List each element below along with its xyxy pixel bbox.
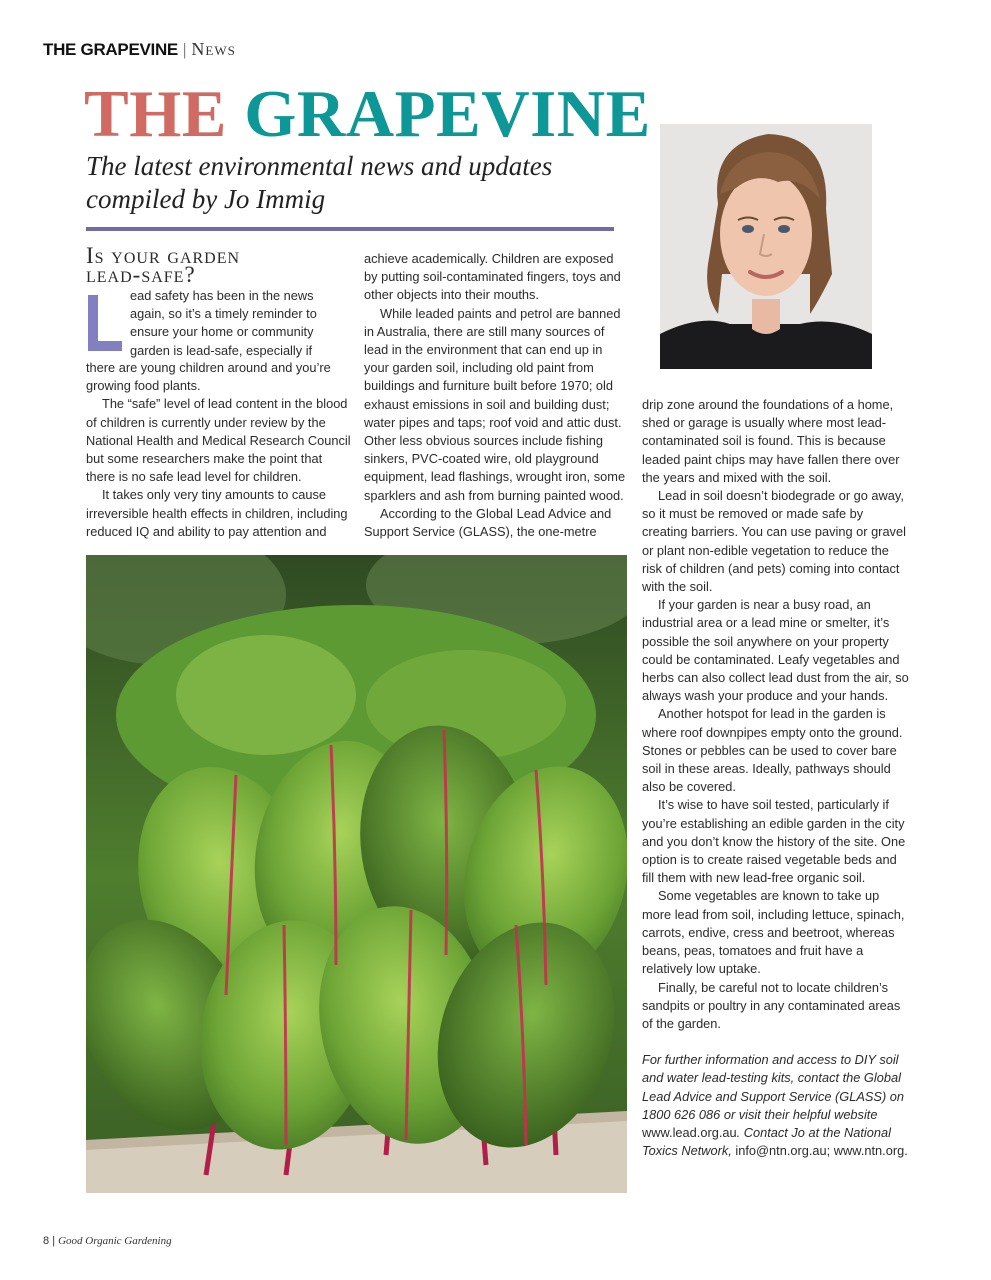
subtitle-line-2: compiled by Jo Immig bbox=[86, 184, 326, 214]
drop-cap bbox=[86, 293, 122, 355]
publication-name: Good Organic Gardening bbox=[58, 1235, 172, 1247]
article-paragraph: According to the Global Lead Advice and Support Service (GLASS), the one-metre bbox=[364, 505, 612, 540]
intro-line: ensure your home or community bbox=[130, 324, 314, 340]
article-paragraph: achieve academically. Children are exposed by putting soil-contaminated fingers, toys and other objects into their mouths. bbox=[364, 251, 621, 303]
article-title-line-2: lead-safe? bbox=[86, 262, 196, 287]
article-title bbox=[86, 243, 326, 287]
article-paragraph: Some vegetables are known to take up more lead from soil, including lettuce, spinach, carrots, endive, cress and beetroot, whereas beans, peas, tomatoes and fruit have a relatively low uptake. bbox=[642, 888, 905, 977]
drop-cap-letter bbox=[122, 293, 123, 294]
subtitle-line-1: The latest environmental news and updates bbox=[86, 151, 553, 181]
masthead-subtitle bbox=[86, 150, 626, 216]
article-paragraph: It takes only very tiny amounts to cause irreversible health effects in children, including reduced IQ and ability to pay attention and bbox=[86, 487, 348, 539]
intro-line: again, so it’s a timely reminder to bbox=[130, 306, 317, 322]
further-info-text: ; bbox=[826, 1143, 834, 1159]
intro-line: ead safety has been in the news bbox=[130, 288, 314, 303]
chard-garden-photo bbox=[86, 555, 627, 1193]
article-paragraph: While leaded paints and petrol are banned in Australia, there are still many sources of lead in the environment that can end up in your garden soil, including old paint from buildings and furniture built before 1970; old exhaust emissions in soil and building dust; water pipes and taps; roof void and attic dust. Other less obvious sources include fishing sinkers, PVC-coated wire, old playground equipment, lead flashings, wrought iron, some sparklers and ash from burning painted wood. bbox=[364, 305, 626, 503]
intro-line: garden is lead-safe, especially if bbox=[130, 342, 313, 358]
page-number: 8 bbox=[43, 1235, 50, 1247]
further-info-text: For further information and access to DIY soil and water lead-testing kits, contact the Global Lead Advice and Support Service (GLASS) on 1800 626 086 or visit their helpful website bbox=[642, 1052, 905, 1122]
footer-separator: | bbox=[52, 1235, 56, 1247]
running-head-separator: | bbox=[182, 40, 187, 59]
article-title-line-1: Is your garden bbox=[86, 243, 241, 268]
article-column-2 bbox=[364, 250, 630, 541]
running-head-section: News bbox=[191, 39, 236, 59]
running-head bbox=[43, 38, 236, 61]
article-paragraph: there are young children around and you’re growing food plants. bbox=[86, 360, 331, 394]
article-column-1 bbox=[86, 359, 352, 541]
website-link[interactable]: www.ntn.org bbox=[833, 1143, 905, 1159]
article-paragraph: It’s wise to have soil tested, particularly if you’re establishing an edible garden in the city and you don’t know the history of the site. One option is to create raised vegetable beds and fill them with new lead-free organic soil. bbox=[642, 797, 906, 886]
article-paragraph: Finally, be careful not to locate children’s sandpits or poultry in any contaminated areas of the garden. bbox=[642, 979, 901, 1031]
article-paragraph: If your garden is near a busy road, an industrial area or a lead mine or smelter, it’s possible the soil anywhere on your property could be contaminated. Leafy vegetables and herbs can also collect lead dust from the air, so always wash your produce and your hands. bbox=[642, 597, 909, 704]
article-paragraph: The “safe” level of lead content in the blood of children is currently under review by the National Health and Medical Research Council but some researchers make the point that there is no safe lead level for children. bbox=[86, 396, 351, 485]
article-paragraph: Lead in soil doesn’t biodegrade or go away, so it must be removed or made safe by creating barriers. You can use paving or gravel or plant non-edible vegetation to reduce the risk of children (and pets) coming into contact with the soil. bbox=[642, 488, 906, 595]
further-info-text: . Contact Jo at the National Toxics Network, bbox=[642, 1124, 891, 1159]
article-column-3 bbox=[642, 396, 910, 1160]
title-rule bbox=[86, 227, 614, 231]
running-head-brand: THE GRAPEVINE bbox=[43, 40, 178, 59]
email-link[interactable]: info@ntn.org.au bbox=[735, 1143, 827, 1159]
website-link[interactable]: www.lead.org.au bbox=[642, 1124, 737, 1140]
author-portrait bbox=[660, 124, 872, 369]
masthead-word-grapevine: GRAPEVINE bbox=[244, 77, 651, 151]
page-footer bbox=[43, 1234, 172, 1248]
article-paragraph: drip zone around the foundations of a home, shed or garage is usually where most lead-contaminated soil is found. This is because leaded paint chips may have fallen there over the years and mixed with the soil. bbox=[642, 397, 900, 485]
further-info bbox=[642, 1051, 910, 1160]
masthead-title bbox=[84, 78, 651, 150]
article-paragraph: Another hotspot for lead in the garden is where roof downpipes empty onto the ground. Stones or pebbles can be used to cover bare soil in these areas. Ideally, pathways should also be covered. bbox=[642, 706, 903, 795]
intro-lines bbox=[130, 287, 317, 360]
further-info-text: . bbox=[904, 1143, 908, 1159]
masthead-word-the: THE bbox=[84, 77, 227, 151]
